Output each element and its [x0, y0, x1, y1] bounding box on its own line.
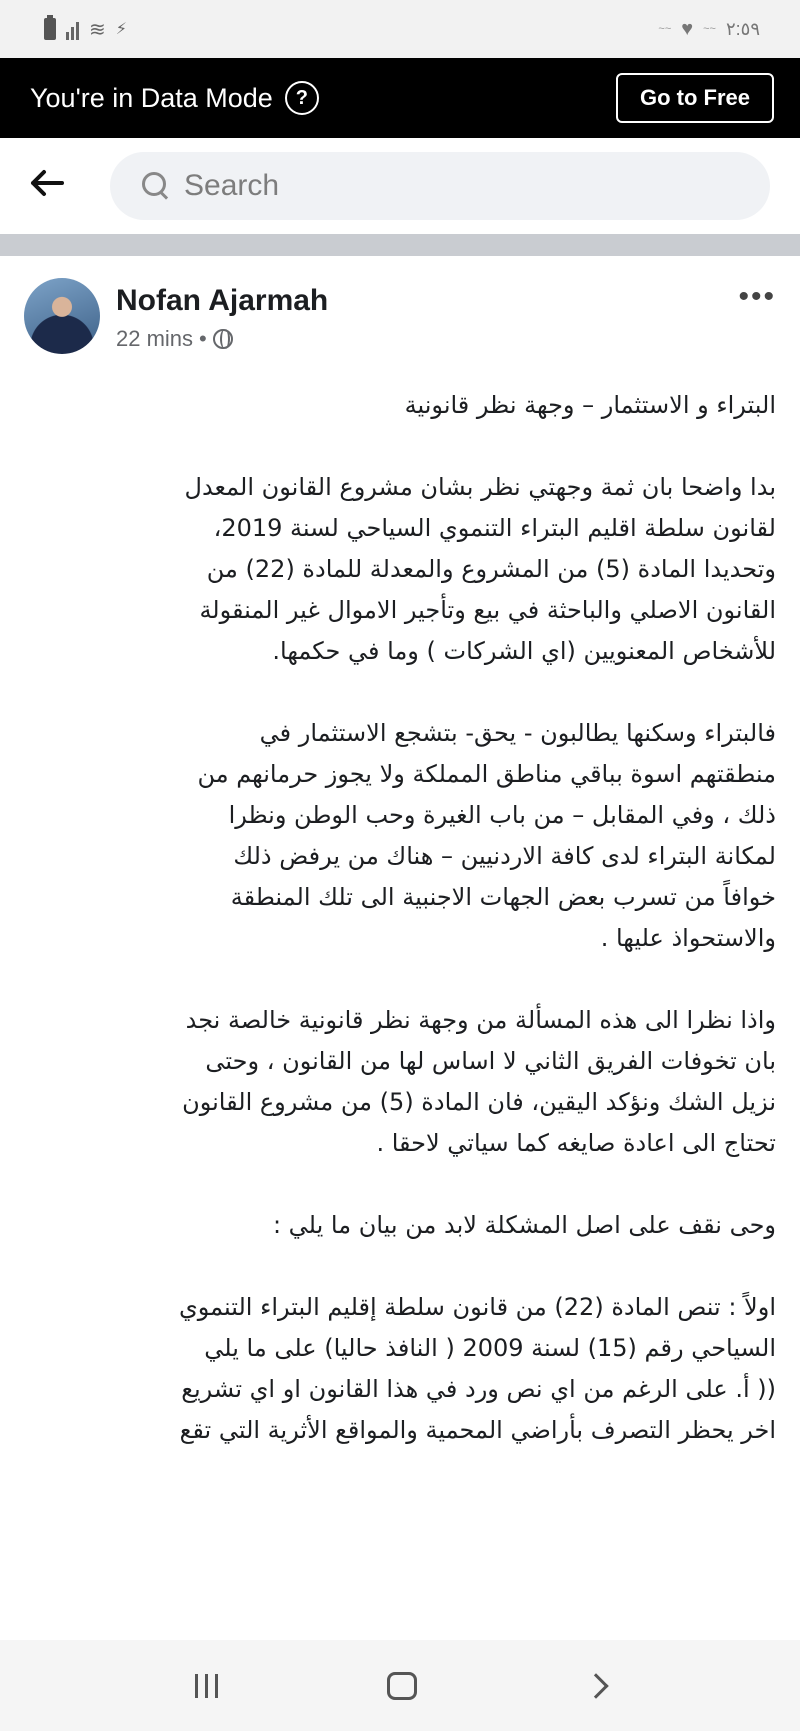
data-mode-info — [30, 81, 319, 115]
back-arrow-icon[interactable] — [30, 167, 80, 206]
meta-separator: • — [199, 326, 207, 351]
back-button[interactable] — [583, 1673, 608, 1698]
status-time: ٢:٥٩ — [725, 18, 760, 39]
status-small-text-2: ~~ — [703, 23, 716, 35]
post-paragraph: وحى نقف على اصل المشكلة لابد من بيان ما يلي : — [272, 1211, 776, 1239]
status-bar — [0, 0, 800, 58]
post-paragraph: واذا نظرا الى هذه المسألة من وجهة نظر قانونية خالصة نجد بان تخوفات الفريق الثاني لا اساس لها من القانون ، وحتى نزيل الشك ونؤكد اليقين، فان المادة (5) من مشروع القانون تحتاج الى اعادة صايغه كما سياتي لاحقا . — [182, 1006, 776, 1157]
sim-icon: ⚡ — [115, 21, 127, 38]
post-header — [24, 278, 776, 358]
post-meta — [116, 326, 328, 352]
search-placeholder: Search — [184, 169, 280, 202]
battery-icon — [44, 18, 56, 40]
search-icon — [142, 172, 170, 200]
search-input[interactable] — [110, 152, 770, 220]
status-right — [658, 18, 760, 41]
globe-icon — [213, 329, 233, 349]
author-name[interactable]: Nofan Ajarmah — [116, 284, 329, 317]
wifi-icon: ≋ — [89, 18, 106, 41]
post-paragraph: اولاً : تنص المادة (22) من قانون سلطة إقليم البتراء التنموي السياحي رقم (15) لسنة 2009 ( النافذ حاليا) على ما يلي (( أ. على الرغم من اي نص ورد في هذا القانون او اي تشريع اخر يحظر التصرف بأراضي المحمية والمواقع الأثرية التي تقع — [178, 1293, 776, 1444]
author-block — [116, 278, 328, 352]
more-options-button[interactable]: ••• — [738, 280, 776, 313]
go-to-free-button[interactable]: Go to Free — [616, 73, 774, 123]
post-time[interactable]: 22 mins — [116, 326, 194, 351]
system-nav-bar — [0, 1640, 800, 1731]
post-body — [46, 385, 776, 1492]
data-mode-message: You're in Data Mode — [30, 82, 273, 113]
section-divider — [0, 234, 800, 256]
help-icon[interactable]: ? — [285, 81, 319, 115]
heart-icon: ♥ — [681, 17, 694, 40]
status-icons — [44, 17, 127, 42]
recents-button[interactable] — [195, 1674, 218, 1698]
post-paragraph: فالبتراء وسكنها يطالبون - يحق- بتشجع الاستثمار في منطقتهم اسوة بباقي مناطق المملكة ولا يجوز حرمانهم من ذلك ، وفي المقابل – من باب الغيرة وحب الوطن ونظرا لمكانة البتراء لدى كافة الاردنيين – هناك من يرفض ذلك خوافاً من تسرب بعض الجهات الاجنبية الى تلك المنطقة والاستحواذ عليها . — [197, 719, 776, 952]
home-button[interactable] — [387, 1672, 417, 1700]
data-mode-bar — [0, 58, 800, 138]
status-small-text: ~~ — [658, 23, 672, 35]
search-header — [0, 138, 800, 234]
post-paragraph: البتراء و الاستثمار – وجهة نظر قانونية — [404, 391, 776, 419]
post-paragraph: بدا واضحا بان ثمة وجهتي نظر بشان مشروع القانون المعدل لقانون سلطة اقليم البتراء التنموي السياحي لسنة 2019، وتحديدا المادة (5) من المشروع والمعدلة للمادة (22) من القانون الاصلي والباحثة في بيع وتأجير الاموال غير المنقولة للأشخاص المعنويين (اي الشركات ) وما في حكمها. — [184, 473, 776, 665]
avatar[interactable] — [24, 278, 100, 354]
signal-icon — [66, 18, 79, 40]
